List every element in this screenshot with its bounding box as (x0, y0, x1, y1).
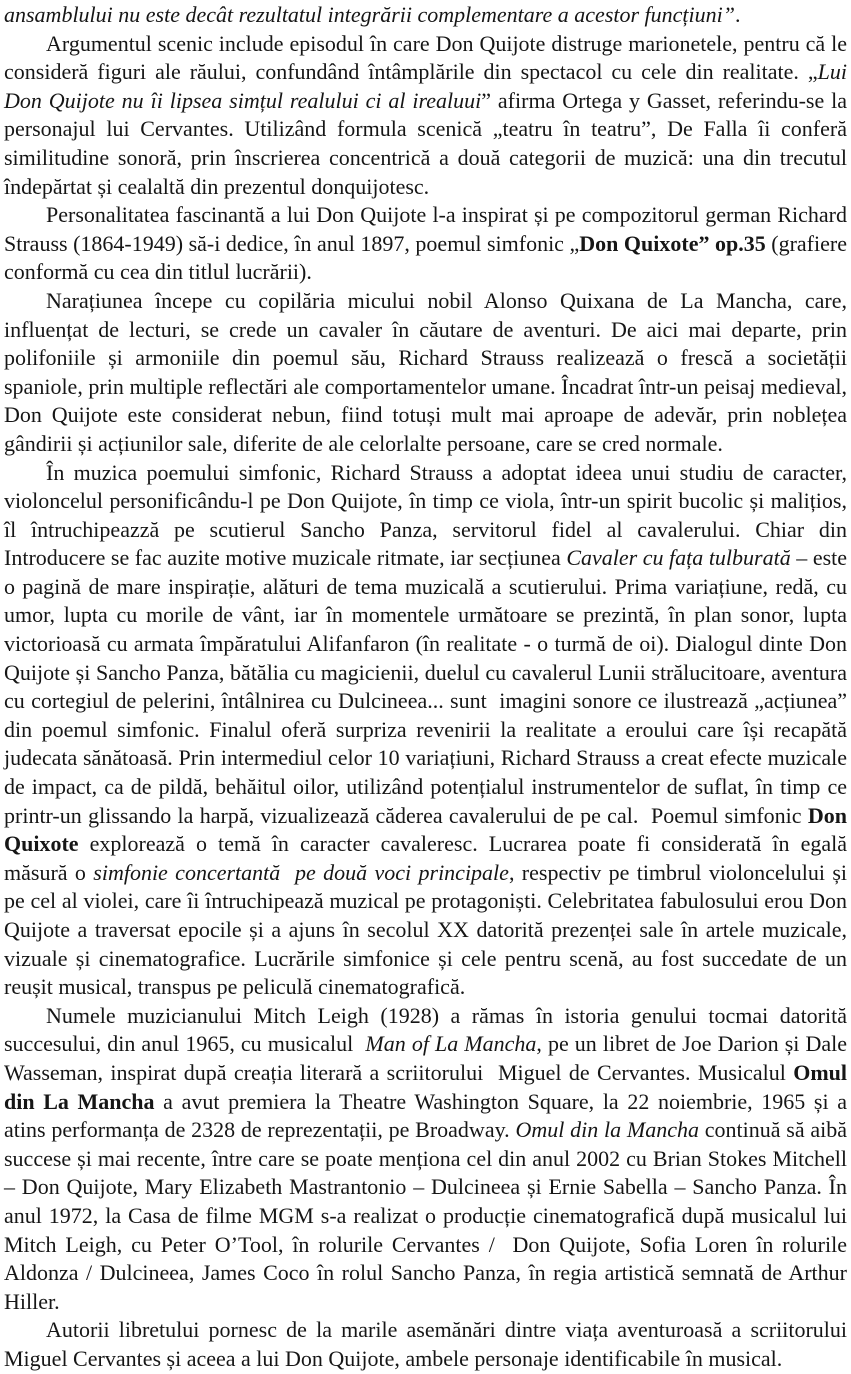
text-run: Numele muzicianului Mitch Leigh (1928) a rămas în istoria genului tocmai datorită succesului, din anul 1965, cu musicalul (4, 1002, 847, 1057)
paragraph (4, 287, 847, 459)
paragraph (4, 1316, 847, 1373)
text-run: , respectiv pe timbrul violoncelului și pe cel al violei, care îi întruchipează muzical pe protagoniști. Celebritatea fabulosului erou Don Quijote a traversat epocile și a ajuns în secolul XX datorită prezenței sale în artele muzicale, vizuale și cinematografice. Lucrările simfonice și cele pentru scenă, au fost succedate de un reușit musical, transpus pe peliculă cinematografică. (4, 859, 847, 1000)
text-run: ” afirma Ortega y Gasset, referindu-se la personajul lui Cervantes. Utilizând formula scenică „teatru în teatru”, De Falla îi conferă similitudine sonoră, prin înscrierea concentrică a două categorii de muzică: una din trecutul îndepărtat și cealaltă din prezentul donquijotesc. (4, 87, 847, 199)
text-run: Autorii libretului pornesc de la marile asemănări dintre viața aventuroasă a scriitorului Miguel Cervantes și aceea a lui Don Quijote, ambele personaje identificabile în musical. (4, 1317, 847, 1371)
text-run: Cavaler cu fața tulburată (566, 545, 791, 571)
text-run: , pe un libret de Joe Darion și Dale Wasseman, inspirat după creația literară a scriitorului Miguel de Cervantes. Musicalul (4, 1031, 848, 1085)
text-run: Narațiunea începe cu copilăria micului nobil Alonso Quixana de La Mancha, care, influențat de lecturi, se crede un cavaler în căutare de aventuri. De aici mai departe, prin polifoniile și armoniile din poemul său, Richard Strauss realizează o frescă a societății spaniole, prin multiple reflectări ale comportamentelor umane. Încadrat într-un peisaj medieval, Don Quijote este considerat nebun, fiind totuși mult mai aproape de adevăr, prin noblețea gândirii și acțiunilor sale, diferite de ale celorlalte persoane, care se cred normale. (4, 287, 847, 456)
text-run: În muzica poemului simfonic, Richard Strauss a adoptat ideea unui studiu de caracter, violoncelul personificându-l pe Don Quijote, în timp ce viola, într-un spirit bucolic și malițios, îl întruchipeazză pe scutierul Sancho Panza, servitorul fidel al cavalerului. Chiar din Introducere se fac auzite motive muzicale ritmate, iar secțiunea (4, 459, 847, 571)
text-run: Lui Don Quijote nu îi lipsea simțul realului ci al irealuui (4, 59, 847, 113)
text-run: Don Quixote (4, 802, 847, 857)
paragraph (4, 201, 847, 287)
text-run: . (735, 2, 741, 27)
text-run: Argumentul scenic include episodul în care Don Quijote distruge marionetele, pentru că le consideră figuri ale răului, confundând întâmplările din spectacol cu cele din realitate. „ (4, 30, 847, 85)
paragraph (4, 459, 847, 1002)
text-run: explorează o temă în caracter cavaleresc. Lucrarea poate fi considerată în egală măsură o (4, 831, 847, 885)
text-run: Man of La Mancha (365, 1031, 537, 1057)
text-run: – este o pagină de mare inspirație, alături de tema muzicală a scutierului. Prima variațiune, redă, cu umor, lupta cu morile de vânt, iar în momentele următoare se prezintă, în plan sonor, lupta victorioasă cu armata împăratului Alifanfaron (în realitate - o turmă de oi). Dialogul dinte Don Quijote și Sancho Panza, bătălia cu magicienii, duelul cu cavalerul Lunii strălucitoare, aventura cu cortegiul de pelerini, întâlnirea cu Dulcineea... sunt imagini sonore ce ilustrează „acțiunea” din poemul simfonic. Finalul oferă surpriza revenirii la realitate a eroului care își recapătă judecata sănătoasă. Prin intermediul celor 10 variațiuni, Richard Strauss a creat efecte muzicale de impact, ca de pildă, behăitul oilor, utilizând potențialul instrumentelor de suflat, în timp ce printr-un glissando la harpă, vizualizează căderea cavalerului de pe cal. Poemul simfonic (4, 545, 848, 828)
document-body (4, 1, 847, 1374)
paragraph (4, 1002, 847, 1317)
text-run: Omul din La Mancha (4, 1059, 847, 1114)
paragraph (4, 30, 847, 202)
text-run: a avut premiera la Theatre Washington Square, la 22 noiembrie, 1965 și a atins performanța de 2328 de reprezentații, pe Broadway. (4, 1088, 847, 1143)
text-run: Don Quixote” op.35 (579, 230, 766, 256)
paragraph (4, 1, 847, 30)
text-run: simfonie concertantă pe două voci principale (93, 859, 509, 885)
text-run: continuă să aibă succese și mai recente, între care se poate menționa cel din anul 2002 cu Brian Stokes Mitchell – Don Quijote, Mary Elizabeth Mastrantonio – Dulcineea și Ernie Sabella – Sancho Panza. În anul 1972, la Casa de filme MGM s-a realizat o producție cinematografică după musicalul lui Mitch Leigh, cu Peter O’Tool, în rolurile Cervantes / Don Quijote, Sofia Loren în rolurile Aldonza / Dulcineea, James Coco în rolul Sancho Panza, în regia artistică semnată de Arthur Hiller. (4, 1117, 848, 1314)
text-run: ansamblului nu este decât rezultatul integrării complementare a acestor funcțiuni” (4, 2, 736, 27)
text-run: Omul din la Mancha (515, 1117, 699, 1143)
text-run: Personalitatea fascinantă a lui Don Quijote l-a inspirat și pe compozitorul german Richard Strauss (1864-1949) să-i dedice, în anul 1897, poemul simfonic „ (4, 202, 847, 256)
text-run: (grafiere conformă cu cea din titlul lucrării). (4, 230, 847, 285)
